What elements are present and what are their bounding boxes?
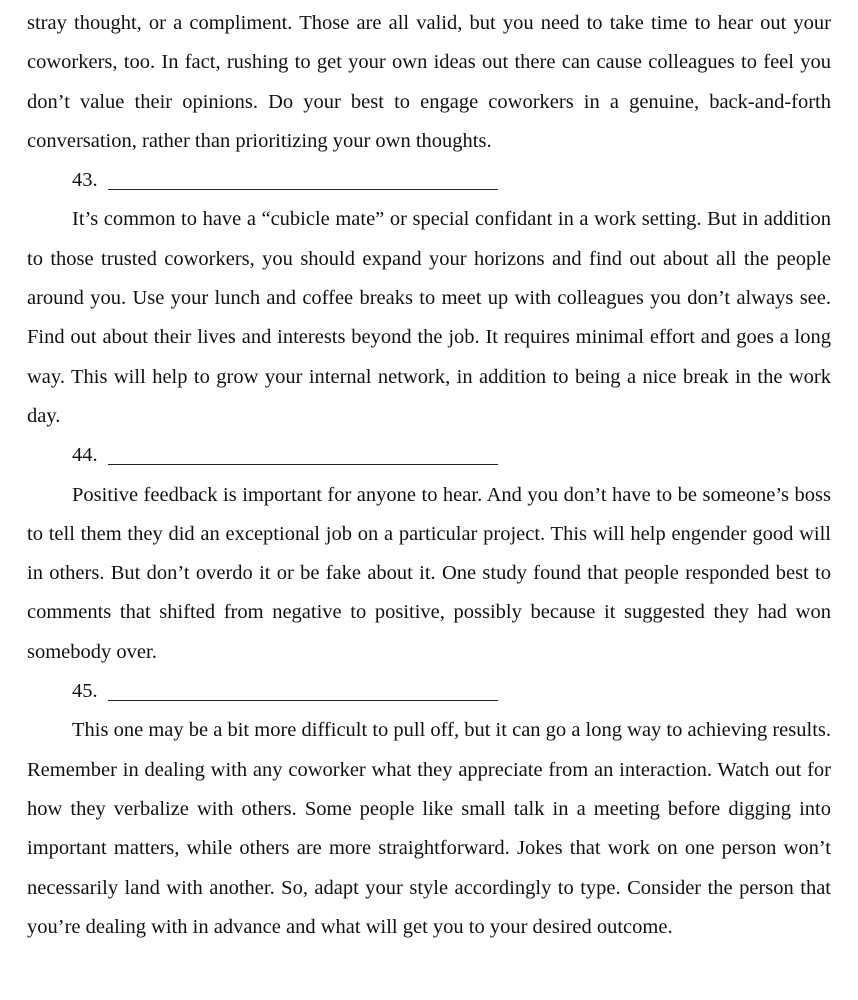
question-blank-45 (27, 672, 831, 711)
question-blank-43 (27, 161, 831, 200)
paragraph-positive-feedback: Positive feedback is important for anyone to hear. And you don’t have to be someone’s boss to tell them they did an exceptional job on a particular project. This will help engender good will in others. But don’t overdo it or be fake about it. One study found that people responded best to comments that shifted from negative to positive, possibly because it suggested they had won somebody over. (27, 483, 831, 663)
answer-blank-line (108, 189, 498, 190)
question-number: 44. (72, 444, 98, 467)
question-blank-44 (27, 436, 831, 475)
paragraph-expand-horizons: It’s common to have a “cubicle mate” or special confidant in a work setting. But in addition to those trusted coworkers, you should expand your horizons and find out about all the people around you. Use your lunch and coffee breaks to meet up with colleagues you don’t always see. Find out about their lives and interests beyond the job. It requires minimal effort and goes a long way. This will help to grow your internal network, in addition to being a nice break in the work day. (27, 208, 831, 427)
answer-blank-line (108, 464, 498, 465)
question-number: 45. (72, 680, 98, 703)
paragraph-hear-out-coworkers: stray thought, or a compliment. Those are all valid, but you need to take time to hear out your coworkers, too. In fact, rushing to get your own ideas out there can cause colleagues to feel you don’t value their opinions. Do your best to engage coworkers in a genuine, back-and-forth conversation, rather than prioritizing your own thoughts. (27, 12, 831, 152)
paragraph-adapt-style: This one may be a bit more difficult to pull off, but it can go a long way to achieving results. Remember in dealing with any coworker what they appreciate from an interaction. Watch out for how they verbalize with others. Some people like small talk in a meeting before digging into important matters, while others are more straightforward. Jokes that work on one person won’t necessarily land with another. So, adapt your style accordingly to type. Consider the person that you’re dealing with in advance and what will get you to your desired outcome. (27, 719, 831, 938)
answer-blank-line (108, 700, 498, 701)
question-number: 43. (72, 169, 98, 192)
